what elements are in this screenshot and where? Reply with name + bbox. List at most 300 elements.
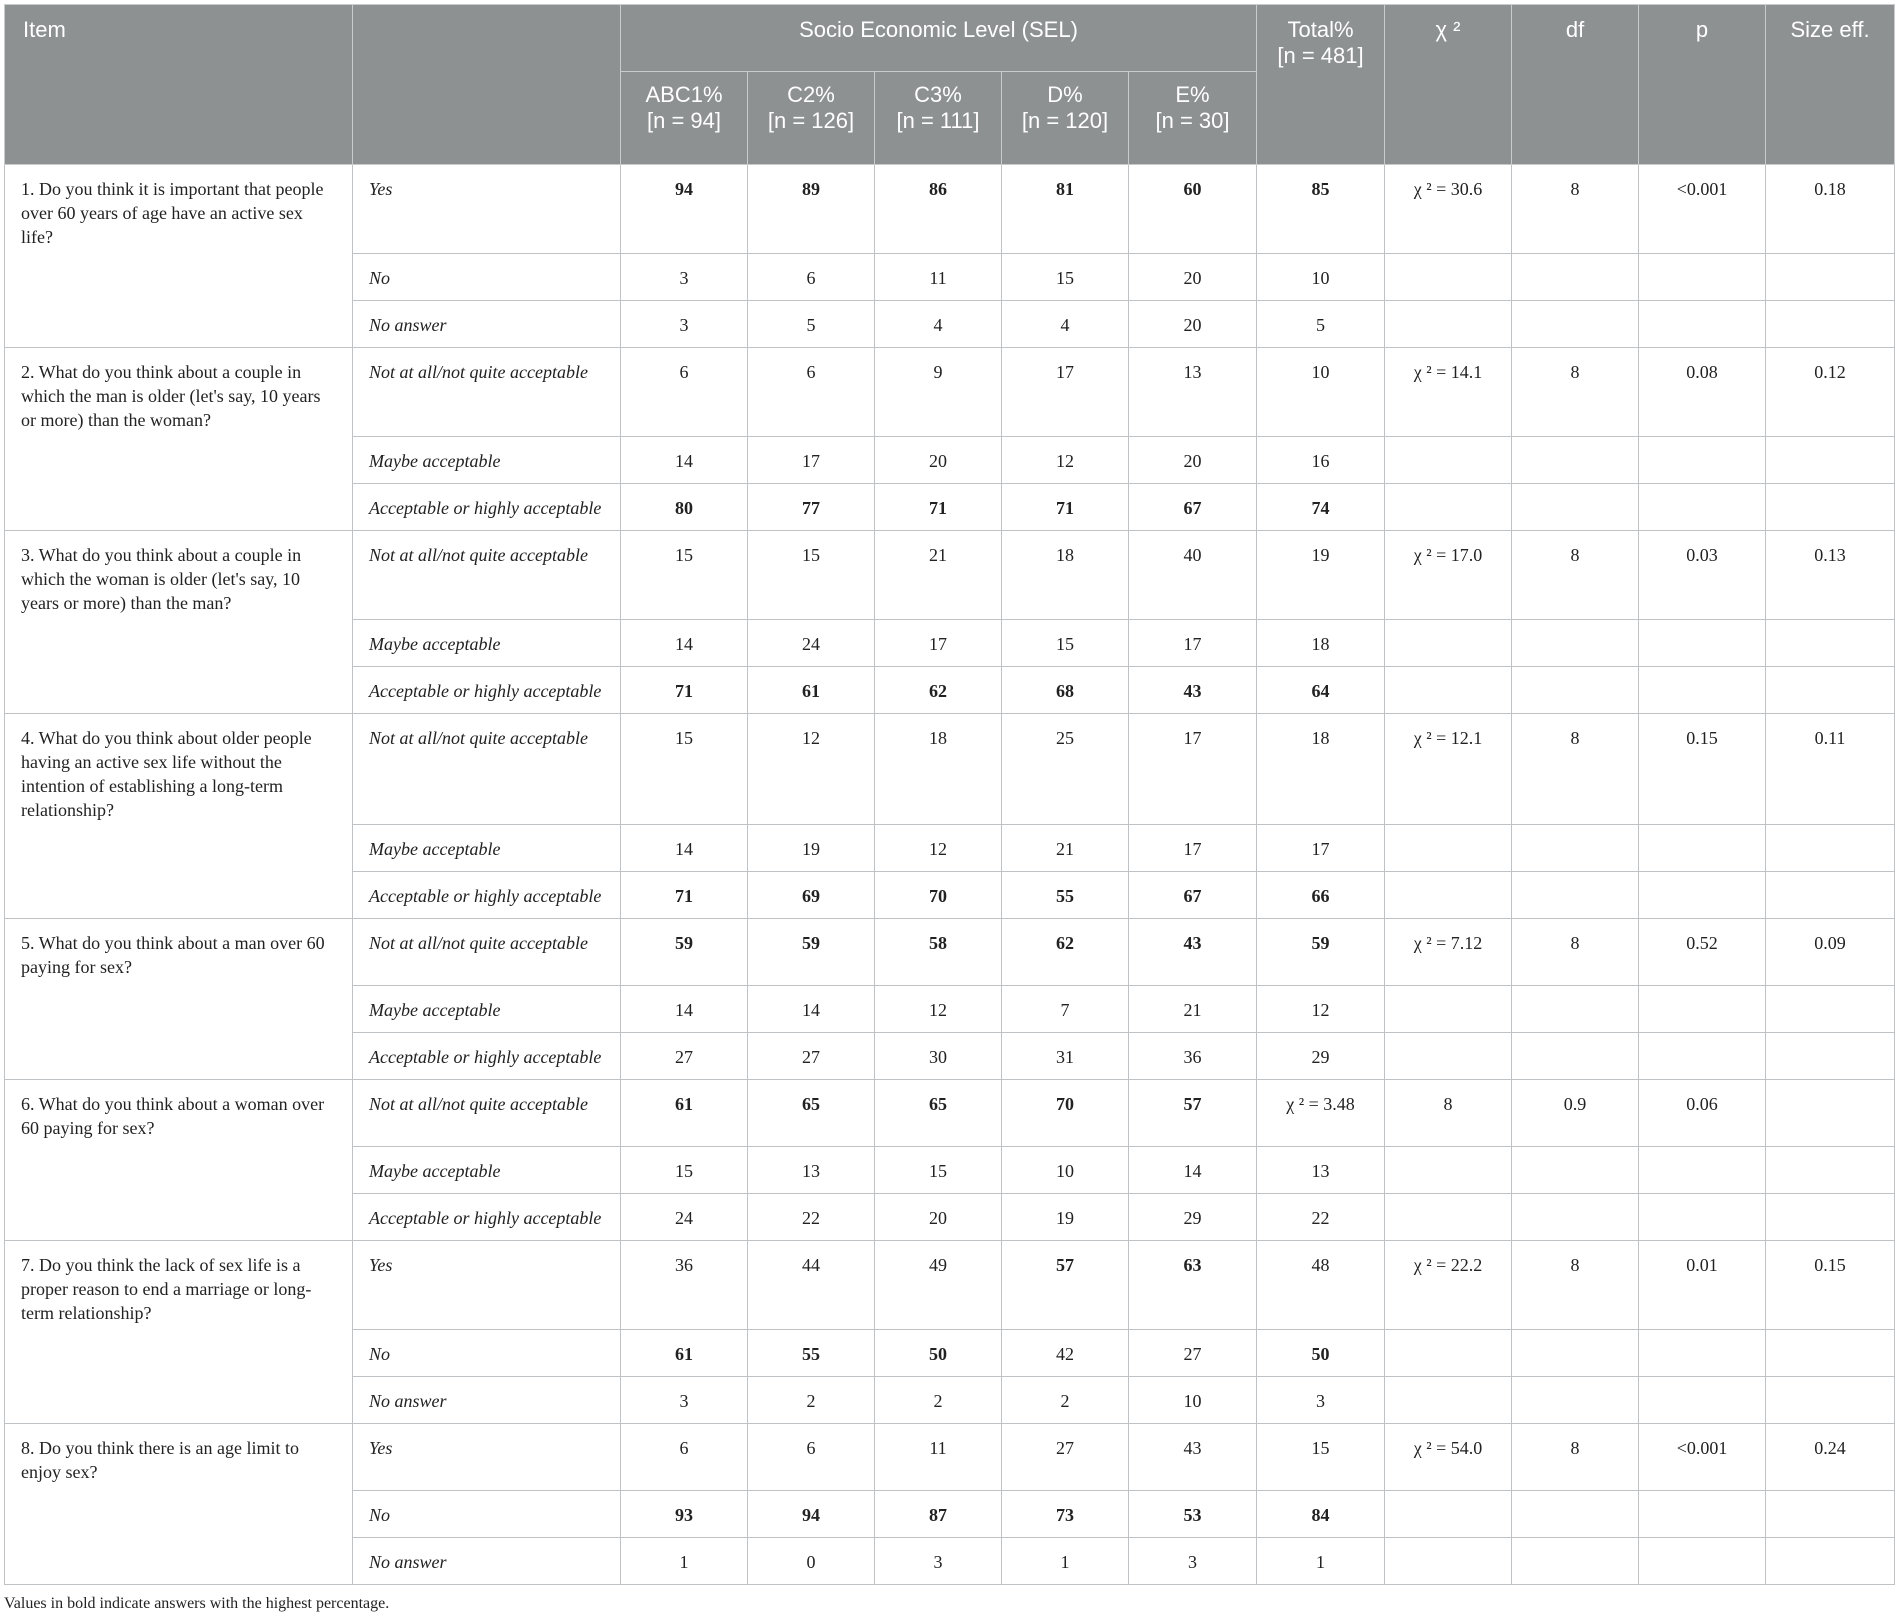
value-cell: 65 <box>748 1080 875 1147</box>
df-cell: 8 <box>1512 531 1639 620</box>
empty-cell <box>1385 301 1512 348</box>
empty-cell <box>1385 1377 1512 1424</box>
value-cell: 15 <box>1002 254 1129 301</box>
empty-cell <box>1512 1033 1639 1080</box>
value-cell: 43 <box>1129 919 1257 986</box>
value-cell: 11 <box>875 254 1002 301</box>
value-cell: 70 <box>875 872 1002 919</box>
header-df: df <box>1512 5 1639 165</box>
response-label: Not at all/not quite acceptable <box>353 531 621 620</box>
value-cell: 14 <box>621 986 748 1033</box>
value-cell: 27 <box>1002 1424 1129 1491</box>
empty-cell <box>1766 484 1895 531</box>
value-cell: 1 <box>1257 1538 1385 1585</box>
value-cell: 12 <box>875 825 1002 872</box>
p-cell: 0.01 <box>1639 1241 1766 1330</box>
response-label: Not at all/not quite acceptable <box>353 919 621 986</box>
empty-cell <box>1385 437 1512 484</box>
header-p: p <box>1639 5 1766 165</box>
value-cell: 15 <box>621 531 748 620</box>
value-cell: 65 <box>875 1080 1002 1147</box>
question-cell: 7. Do you think the lack of sex life is a proper reason to end a marriage or long-term relationship? <box>5 1241 353 1424</box>
chi-cell: χ ² = 17.0 <box>1385 531 1512 620</box>
value-cell: 31 <box>1002 1033 1129 1080</box>
df-cell: 8 <box>1512 714 1639 825</box>
value-cell: 59 <box>621 919 748 986</box>
header-group-label: C3% <box>914 82 962 107</box>
value-cell: χ ² = 3.48 <box>1257 1080 1385 1147</box>
response-label: Acceptable or highly acceptable <box>353 667 621 714</box>
empty-cell <box>1639 1491 1766 1538</box>
value-cell: 24 <box>621 1194 748 1241</box>
value-cell: 84 <box>1257 1491 1385 1538</box>
header-chi: χ ² <box>1385 5 1512 165</box>
empty-cell <box>1766 825 1895 872</box>
header-group-4 <box>1129 72 1257 165</box>
response-label: Not at all/not quite acceptable <box>353 348 621 437</box>
value-cell: 74 <box>1257 484 1385 531</box>
response-label: Acceptable or highly acceptable <box>353 872 621 919</box>
value-cell: 85 <box>1257 165 1385 254</box>
table-header <box>5 5 1895 165</box>
header-total-n: [n = 481] <box>1277 43 1364 68</box>
value-cell: 29 <box>1257 1033 1385 1080</box>
response-label: No answer <box>353 1377 621 1424</box>
empty-cell <box>1385 986 1512 1033</box>
value-cell: 6 <box>621 348 748 437</box>
empty-cell <box>1512 667 1639 714</box>
value-cell: 22 <box>1257 1194 1385 1241</box>
value-cell: 17 <box>1129 714 1257 825</box>
value-cell: 55 <box>1002 872 1129 919</box>
header-group-1 <box>748 72 875 165</box>
response-label: Maybe acceptable <box>353 620 621 667</box>
header-group-label: D% <box>1047 82 1083 107</box>
value-cell: 10 <box>1257 254 1385 301</box>
empty-cell <box>1766 1194 1895 1241</box>
response-label: No <box>353 1330 621 1377</box>
chi-cell: 8 <box>1385 1080 1512 1147</box>
value-cell: 73 <box>1002 1491 1129 1538</box>
empty-cell <box>1385 1330 1512 1377</box>
value-cell: 86 <box>875 165 1002 254</box>
value-cell: 17 <box>1002 348 1129 437</box>
question-cell: 8. Do you think there is an age limit to enjoy sex? <box>5 1424 353 1585</box>
value-cell: 71 <box>875 484 1002 531</box>
header-total <box>1257 5 1385 165</box>
empty-cell <box>1766 986 1895 1033</box>
chi-cell: χ ² = 54.0 <box>1385 1424 1512 1491</box>
value-cell: 29 <box>1129 1194 1257 1241</box>
response-label: No <box>353 254 621 301</box>
value-cell: 80 <box>621 484 748 531</box>
df-cell: 8 <box>1512 348 1639 437</box>
response-label: Not at all/not quite acceptable <box>353 1080 621 1147</box>
value-cell: 5 <box>1257 301 1385 348</box>
table-row <box>5 531 1895 620</box>
empty-cell <box>1766 254 1895 301</box>
value-cell: 71 <box>1002 484 1129 531</box>
value-cell: 67 <box>1129 484 1257 531</box>
header-group-label: C2% <box>787 82 835 107</box>
empty-cell <box>1385 825 1512 872</box>
empty-cell <box>1385 872 1512 919</box>
size-cell: 0.18 <box>1766 165 1895 254</box>
size-cell: 0.12 <box>1766 348 1895 437</box>
empty-cell <box>1385 1033 1512 1080</box>
header-group-label: E% <box>1175 82 1210 107</box>
value-cell: 13 <box>748 1147 875 1194</box>
header-group-n: [n = 111] <box>896 108 980 133</box>
empty-cell <box>1639 484 1766 531</box>
p-cell: 0.03 <box>1639 531 1766 620</box>
value-cell: 89 <box>748 165 875 254</box>
p-cell: 0.52 <box>1639 919 1766 986</box>
value-cell: 40 <box>1129 531 1257 620</box>
value-cell: 15 <box>875 1147 1002 1194</box>
value-cell: 1 <box>621 1538 748 1585</box>
value-cell: 18 <box>1257 620 1385 667</box>
empty-cell <box>1639 667 1766 714</box>
value-cell: 17 <box>875 620 1002 667</box>
empty-cell <box>1512 986 1639 1033</box>
header-group-3 <box>1002 72 1129 165</box>
value-cell: 53 <box>1129 1491 1257 1538</box>
header-sel: Socio Economic Level (SEL) <box>621 5 1257 72</box>
value-cell: 5 <box>748 301 875 348</box>
value-cell: 3 <box>621 254 748 301</box>
value-cell: 66 <box>1257 872 1385 919</box>
empty-cell <box>1512 825 1639 872</box>
value-cell: 87 <box>875 1491 1002 1538</box>
table-row <box>5 348 1895 437</box>
value-cell: 59 <box>748 919 875 986</box>
table-row <box>5 1241 1895 1330</box>
value-cell: 70 <box>1002 1080 1129 1147</box>
empty-cell <box>1385 254 1512 301</box>
value-cell: 12 <box>748 714 875 825</box>
empty-cell <box>1639 1330 1766 1377</box>
header-group-2 <box>875 72 1002 165</box>
value-cell: 15 <box>748 531 875 620</box>
value-cell: 1 <box>1002 1538 1129 1585</box>
response-label: No <box>353 1491 621 1538</box>
p-cell: <0.001 <box>1639 1424 1766 1491</box>
value-cell: 2 <box>875 1377 1002 1424</box>
value-cell: 43 <box>1129 1424 1257 1491</box>
size-cell <box>1766 1080 1895 1147</box>
value-cell: 43 <box>1129 667 1257 714</box>
empty-cell <box>1766 301 1895 348</box>
value-cell: 20 <box>1129 301 1257 348</box>
value-cell: 25 <box>1002 714 1129 825</box>
p-cell: 0.15 <box>1639 714 1766 825</box>
size-cell: 0.13 <box>1766 531 1895 620</box>
value-cell: 3 <box>1129 1538 1257 1585</box>
table-row <box>5 165 1895 254</box>
question-cell: 6. What do you think about a woman over 60 paying for sex? <box>5 1080 353 1241</box>
header-item: Item <box>5 5 353 165</box>
value-cell: 15 <box>621 1147 748 1194</box>
value-cell: 21 <box>875 531 1002 620</box>
chi-cell: χ ² = 14.1 <box>1385 348 1512 437</box>
question-cell: 5. What do you think about a man over 60 paying for sex? <box>5 919 353 1080</box>
value-cell: 12 <box>1257 986 1385 1033</box>
empty-cell <box>1512 872 1639 919</box>
value-cell: 17 <box>748 437 875 484</box>
value-cell: 12 <box>875 986 1002 1033</box>
size-cell: 0.24 <box>1766 1424 1895 1491</box>
df-cell: 8 <box>1512 1241 1639 1330</box>
empty-cell <box>1385 484 1512 531</box>
value-cell: 4 <box>875 301 1002 348</box>
value-cell: 24 <box>748 620 875 667</box>
value-cell: 14 <box>748 986 875 1033</box>
empty-cell <box>1766 437 1895 484</box>
value-cell: 11 <box>875 1424 1002 1491</box>
value-cell: 16 <box>1257 437 1385 484</box>
value-cell: 19 <box>1002 1194 1129 1241</box>
empty-cell <box>1766 667 1895 714</box>
value-cell: 62 <box>875 667 1002 714</box>
value-cell: 14 <box>621 825 748 872</box>
table-row <box>5 1080 1895 1147</box>
empty-cell <box>1512 1538 1639 1585</box>
response-label: Maybe acceptable <box>353 437 621 484</box>
empty-cell <box>1512 1491 1639 1538</box>
value-cell: 67 <box>1129 872 1257 919</box>
value-cell: 15 <box>1257 1424 1385 1491</box>
chi-cell: χ ² = 30.6 <box>1385 165 1512 254</box>
header-group-n: [n = 120] <box>1021 108 1109 133</box>
value-cell: 48 <box>1257 1241 1385 1330</box>
df-cell: 8 <box>1512 919 1639 986</box>
empty-cell <box>1385 1147 1512 1194</box>
value-cell: 17 <box>1129 825 1257 872</box>
header-blank <box>353 5 621 165</box>
empty-cell <box>1512 620 1639 667</box>
p-cell: 0.08 <box>1639 348 1766 437</box>
value-cell: 64 <box>1257 667 1385 714</box>
empty-cell <box>1512 1194 1639 1241</box>
value-cell: 49 <box>875 1241 1002 1330</box>
value-cell: 20 <box>1129 437 1257 484</box>
value-cell: 10 <box>1129 1377 1257 1424</box>
value-cell: 62 <box>1002 919 1129 986</box>
response-label: No answer <box>353 1538 621 1585</box>
value-cell: 10 <box>1257 348 1385 437</box>
value-cell: 59 <box>1257 919 1385 986</box>
value-cell: 50 <box>1257 1330 1385 1377</box>
table-row <box>5 919 1895 986</box>
response-label: Acceptable or highly acceptable <box>353 1194 621 1241</box>
sel-table <box>4 4 1895 1585</box>
value-cell: 71 <box>621 667 748 714</box>
chi-cell: χ ² = 12.1 <box>1385 714 1512 825</box>
empty-cell <box>1385 620 1512 667</box>
response-label: Yes <box>353 1241 621 1330</box>
header-group-0 <box>621 72 748 165</box>
question-cell: 3. What do you think about a couple in which the woman is older (let's say, 10 years or more) than the man? <box>5 531 353 714</box>
value-cell: 71 <box>621 872 748 919</box>
value-cell: 94 <box>621 165 748 254</box>
header-total-label: Total% <box>1287 17 1354 42</box>
chi-cell: χ ² = 7.12 <box>1385 919 1512 986</box>
value-cell: 61 <box>621 1080 748 1147</box>
response-label: Acceptable or highly acceptable <box>353 484 621 531</box>
value-cell: 50 <box>875 1330 1002 1377</box>
empty-cell <box>1385 1491 1512 1538</box>
value-cell: 15 <box>621 714 748 825</box>
value-cell: 93 <box>621 1491 748 1538</box>
empty-cell <box>1639 620 1766 667</box>
table-body <box>5 165 1895 1585</box>
value-cell: 6 <box>748 1424 875 1491</box>
value-cell: 63 <box>1129 1241 1257 1330</box>
value-cell: 81 <box>1002 165 1129 254</box>
empty-cell <box>1639 1194 1766 1241</box>
question-cell: 4. What do you think about older people having an active sex life without the intention of establishing a long-term relationship? <box>5 714 353 919</box>
empty-cell <box>1766 872 1895 919</box>
empty-cell <box>1639 1377 1766 1424</box>
value-cell: 42 <box>1002 1330 1129 1377</box>
footnote: Values in bold indicate answers with the highest percentage. <box>4 1595 390 1612</box>
p-cell: 0.06 <box>1639 1080 1766 1147</box>
value-cell: 9 <box>875 348 1002 437</box>
empty-cell <box>1766 1538 1895 1585</box>
value-cell: 69 <box>748 872 875 919</box>
value-cell: 3 <box>621 301 748 348</box>
value-cell: 27 <box>748 1033 875 1080</box>
value-cell: 44 <box>748 1241 875 1330</box>
empty-cell <box>1512 1147 1639 1194</box>
value-cell: 27 <box>1129 1330 1257 1377</box>
value-cell: 27 <box>621 1033 748 1080</box>
table-container <box>4 4 1894 1613</box>
value-cell: 4 <box>1002 301 1129 348</box>
value-cell: 6 <box>621 1424 748 1491</box>
value-cell: 17 <box>1129 620 1257 667</box>
value-cell: 18 <box>1002 531 1129 620</box>
value-cell: 36 <box>621 1241 748 1330</box>
size-cell: 0.09 <box>1766 919 1895 986</box>
value-cell: 2 <box>1002 1377 1129 1424</box>
value-cell: 57 <box>1129 1080 1257 1147</box>
header-size: Size eff. <box>1766 5 1895 165</box>
empty-cell <box>1512 1377 1639 1424</box>
empty-cell <box>1385 1194 1512 1241</box>
empty-cell <box>1639 254 1766 301</box>
empty-cell <box>1639 986 1766 1033</box>
value-cell: 36 <box>1129 1033 1257 1080</box>
question-cell: 2. What do you think about a couple in which the man is older (let's say, 10 years or more) than the woman? <box>5 348 353 531</box>
empty-cell <box>1766 620 1895 667</box>
response-label: Maybe acceptable <box>353 986 621 1033</box>
value-cell: 61 <box>748 667 875 714</box>
p-cell: <0.001 <box>1639 165 1766 254</box>
value-cell: 6 <box>748 348 875 437</box>
value-cell: 21 <box>1129 986 1257 1033</box>
empty-cell <box>1639 1147 1766 1194</box>
header-group-n: [n = 30] <box>1155 108 1230 133</box>
value-cell: 61 <box>621 1330 748 1377</box>
value-cell: 15 <box>1002 620 1129 667</box>
response-label: Yes <box>353 1424 621 1491</box>
empty-cell <box>1766 1377 1895 1424</box>
header-group-n: [n = 94] <box>646 108 721 133</box>
question-cell: 1. Do you think it is important that people over 60 years of age have an active sex life? <box>5 165 353 348</box>
value-cell: 12 <box>1002 437 1129 484</box>
value-cell: 60 <box>1129 165 1257 254</box>
value-cell: 14 <box>621 437 748 484</box>
empty-cell <box>1766 1491 1895 1538</box>
value-cell: 3 <box>875 1538 1002 1585</box>
df-cell: 8 <box>1512 1424 1639 1491</box>
value-cell: 19 <box>1257 531 1385 620</box>
empty-cell <box>1766 1147 1895 1194</box>
size-cell: 0.15 <box>1766 1241 1895 1330</box>
response-label: Yes <box>353 165 621 254</box>
value-cell: 3 <box>621 1377 748 1424</box>
value-cell: 30 <box>875 1033 1002 1080</box>
empty-cell <box>1639 437 1766 484</box>
chi-cell: χ ² = 22.2 <box>1385 1241 1512 1330</box>
value-cell: 58 <box>875 919 1002 986</box>
value-cell: 3 <box>1257 1377 1385 1424</box>
value-cell: 68 <box>1002 667 1129 714</box>
value-cell: 19 <box>748 825 875 872</box>
value-cell: 17 <box>1257 825 1385 872</box>
empty-cell <box>1385 667 1512 714</box>
value-cell: 13 <box>1257 1147 1385 1194</box>
value-cell: 94 <box>748 1491 875 1538</box>
value-cell: 14 <box>621 620 748 667</box>
empty-cell <box>1512 484 1639 531</box>
size-cell: 0.11 <box>1766 714 1895 825</box>
empty-cell <box>1512 254 1639 301</box>
empty-cell <box>1512 301 1639 348</box>
header-group-n: [n = 126] <box>767 108 855 133</box>
value-cell: 20 <box>875 437 1002 484</box>
value-cell: 0 <box>748 1538 875 1585</box>
table-row <box>5 714 1895 825</box>
value-cell: 6 <box>748 254 875 301</box>
table-row <box>5 1424 1895 1491</box>
df-cell: 8 <box>1512 165 1639 254</box>
empty-cell <box>1512 1330 1639 1377</box>
df-cell: 0.9 <box>1512 1080 1639 1147</box>
response-label: Maybe acceptable <box>353 825 621 872</box>
response-label: No answer <box>353 301 621 348</box>
value-cell: 10 <box>1002 1147 1129 1194</box>
value-cell: 7 <box>1002 986 1129 1033</box>
value-cell: 18 <box>875 714 1002 825</box>
value-cell: 2 <box>748 1377 875 1424</box>
response-label: Maybe acceptable <box>353 1147 621 1194</box>
empty-cell <box>1385 1538 1512 1585</box>
value-cell: 22 <box>748 1194 875 1241</box>
value-cell: 18 <box>1257 714 1385 825</box>
value-cell: 77 <box>748 484 875 531</box>
empty-cell <box>1639 301 1766 348</box>
empty-cell <box>1766 1033 1895 1080</box>
value-cell: 55 <box>748 1330 875 1377</box>
value-cell: 21 <box>1002 825 1129 872</box>
response-label: Acceptable or highly acceptable <box>353 1033 621 1080</box>
value-cell: 13 <box>1129 348 1257 437</box>
value-cell: 57 <box>1002 1241 1129 1330</box>
empty-cell <box>1766 1330 1895 1377</box>
